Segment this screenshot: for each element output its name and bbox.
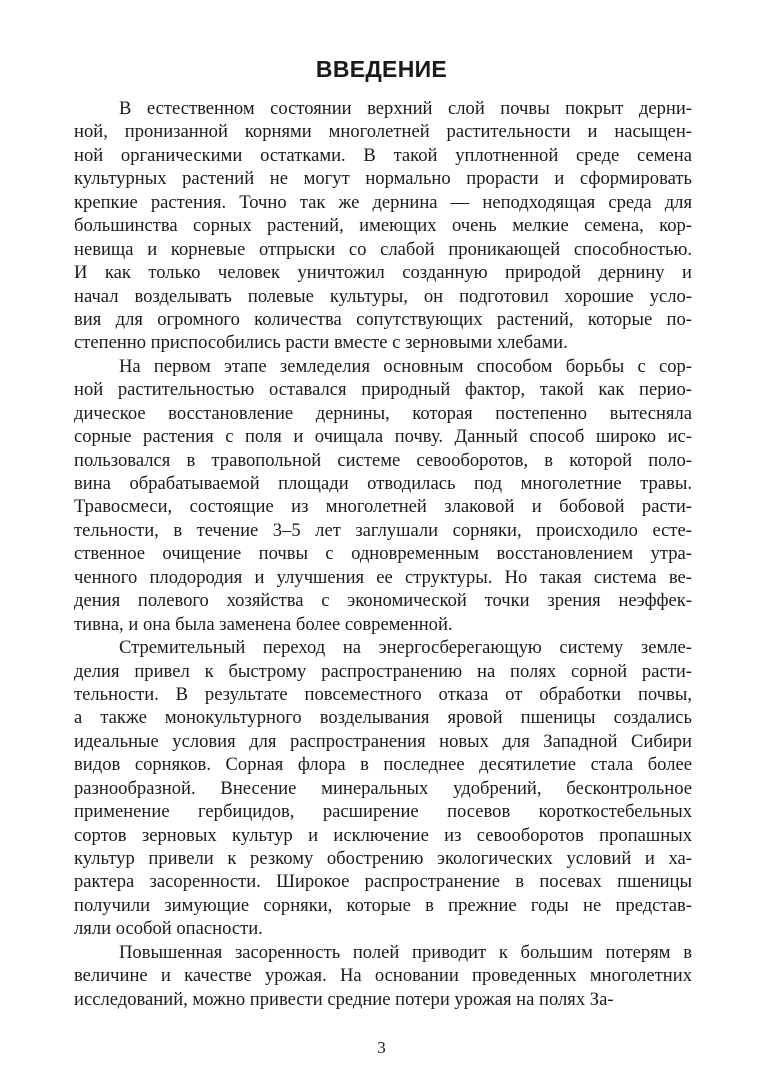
- text-line: а также монокультурного возделывания яровой пшеницы создались: [74, 707, 692, 729]
- text-line: Повышенная засоренность полей приводит к большим потерям в: [119, 941, 692, 963]
- text-line: На первом этапе земледелия основным способом борьбы с сор-: [119, 355, 692, 377]
- text-line: невища и корневые отпрыски со слабой проникающей способностью.: [74, 238, 692, 260]
- text-line: пользовался в травопольной системе севооборотов, в которой поло-: [74, 449, 692, 471]
- text-line: большинства сорных растений, имеющих очень мелкие семена, кор-: [74, 215, 692, 237]
- page-title: ВВЕДЕНИЕ: [315, 56, 448, 82]
- text-line: делия привел к быстрому распространению на полях сорной расти-: [74, 660, 692, 682]
- text-line: культурных растений не могут нормально прорасти и сформировать: [74, 168, 692, 190]
- text-line: степенно приспособились расти вместе с зерновыми хлебами.: [74, 332, 568, 354]
- text-line: крепкие растения. Точно так же дернина — неподходящая среда для: [74, 191, 692, 213]
- paragraph: [74, 97, 692, 355]
- text-line: сорные растения с поля и очищала почву. Данный способ широко ис-: [74, 426, 692, 448]
- text-line: исследований, можно привести средние потери урожая на полях За-: [74, 988, 614, 1010]
- text-line: видов сорняков. Сорная флора в последнее десятилетие стала более: [74, 754, 692, 776]
- text-line: вина обрабатываемой площади отводилась под многолетние травы.: [74, 473, 692, 494]
- paragraph: [74, 355, 692, 636]
- text-line: Стремительный переход на энергосберегающую систему земле-: [119, 637, 692, 659]
- text-line: И как только человек уничтожил созданную природой дернину и: [74, 262, 692, 284]
- text-line: ной растительностью оставался природный фактор, такой как перио-: [74, 379, 692, 401]
- text-line: дения полевого хозяйства с экономической точки зрения неэффек-: [74, 590, 692, 612]
- paragraph: [74, 941, 692, 1011]
- text-line: ченного плодородия и улучшения ее структуры. Но такая система ве-: [74, 566, 692, 588]
- text-line: сортов зерновых культур и исключение из севооборотов пропашных: [74, 824, 692, 846]
- text-line: вия для огромного количества сопутствующих растений, которые по-: [74, 308, 692, 330]
- text-line: дическое восстановление дернины, которая постепенно вытесняла: [74, 402, 692, 424]
- text-line: ной органическими остатками. В такой уплотненной среде семена: [74, 144, 692, 166]
- text-line: величине и качестве урожая. На основании проведенных многолетних: [74, 965, 692, 987]
- text-line: В естественном состоянии верхний слой почвы покрыт дерни-: [119, 98, 692, 119]
- text-line: начал возделывать полевые культуры, он подготовил хорошие усло-: [74, 285, 692, 307]
- text-line: ной, пронизанной корнями многолетней растительности и насыщен-: [74, 121, 692, 143]
- text-line: Травосмеси, состоящие из многолетней злаковой и бобовой расти-: [74, 496, 692, 518]
- text-line: разнообразной. Внесение минеральных удобрений, бесконтрольное: [74, 777, 692, 799]
- text-line: ляли особой опасности.: [74, 918, 263, 940]
- text-line: идеальные условия для распространения новых для Западной Сибири: [74, 730, 692, 752]
- text-line: получили зимующие сорняки, которые в прежние годы не представ-: [74, 894, 692, 916]
- text-line: тельности, в течение 3–5 лет заглушали сорняки, происходило есте-: [74, 519, 692, 541]
- paragraph: [74, 636, 692, 941]
- text-line: тельности. В результате повсеместного отказа от обработки почвы,: [74, 683, 692, 705]
- text-line: культур привели к резкому обострению экологических условий и ха-: [74, 848, 692, 869]
- text-line: применение гербицидов, расширение посевов короткостебельных: [74, 801, 692, 823]
- page-number: 3: [377, 1038, 386, 1057]
- text-line: ственное очищение почвы с одновременным восстановлением утра-: [74, 543, 692, 565]
- body-text: [74, 97, 692, 1011]
- text-line: тивна, и она была заменена более современной.: [74, 613, 453, 635]
- text-line: рактера засоренности. Широкое распространение в посевах пшеницы: [74, 871, 692, 893]
